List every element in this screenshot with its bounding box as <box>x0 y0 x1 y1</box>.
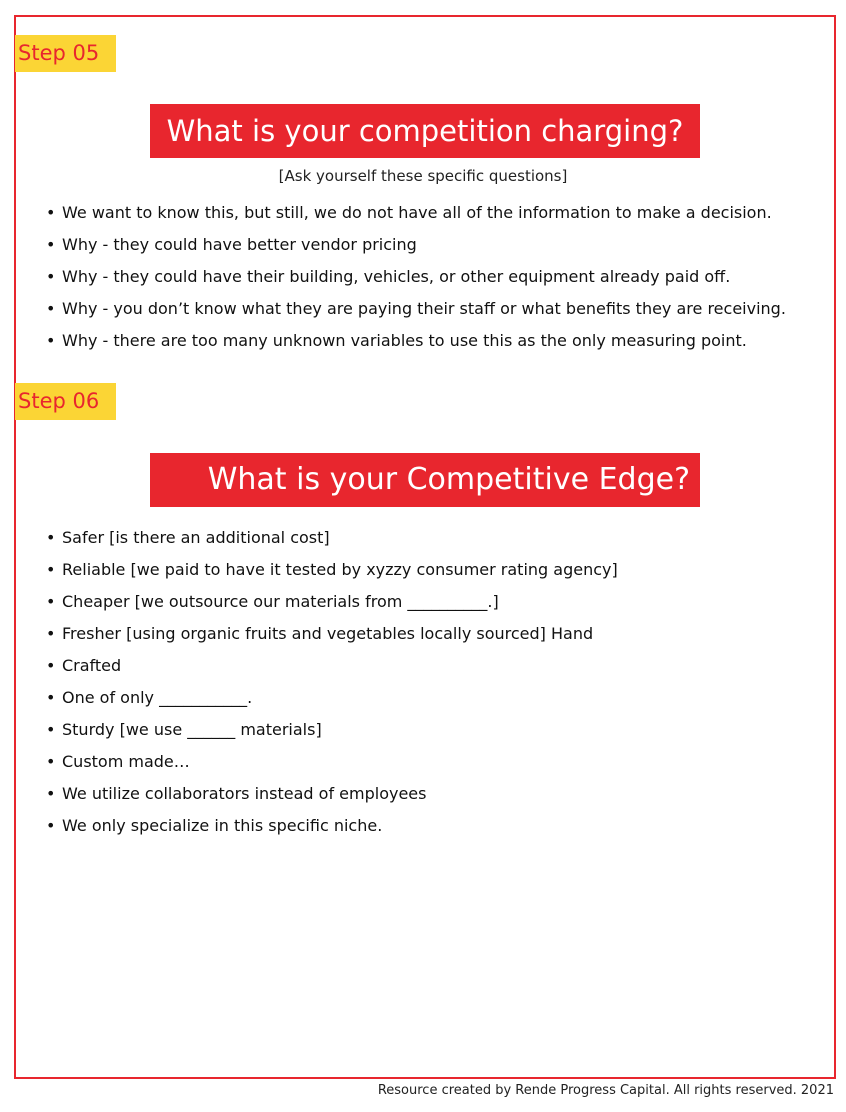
list-item: • Why - they could have better vendor pricing <box>45 234 786 255</box>
step-05-list <box>45 202 786 362</box>
step-05-tag: Step 05 <box>15 35 116 72</box>
list-item: • Fresher [using organic fruits and vegetables locally sourced] Hand <box>45 623 618 644</box>
footer-credit: Resource created by Rende Progress Capital. All rights reserved. 2021 <box>377 1083 834 1098</box>
list-item: • Sturdy [we use ______ materials] <box>45 719 618 740</box>
list-item: • Safer [is there an additional cost] <box>45 527 618 548</box>
list-item: • One of only ___________. <box>45 687 618 708</box>
step-05-subtitle: [Ask yourself these specific questions] <box>278 167 568 185</box>
list-item: • Custom made… <box>45 751 618 772</box>
list-item: • Cheaper [we outsource our materials from __________.] <box>45 591 618 612</box>
list-item: • We utilize collaborators instead of employees <box>45 783 618 804</box>
step-06-tag: Step 06 <box>15 383 116 420</box>
list-item: • Why - they could have their building, vehicles, or other equipment already paid off. <box>45 266 786 287</box>
list-item: • Crafted <box>45 655 618 676</box>
step-05-heading: What is your competition charging? <box>150 104 700 158</box>
list-item: • Why - you don’t know what they are paying their staff or what benefits they are receiving. <box>45 298 786 319</box>
step-06-heading: What is your Competitive Edge? <box>150 453 700 507</box>
step-06-list <box>45 527 618 847</box>
list-item: • Why - there are too many unknown variables to use this as the only measuring point. <box>45 330 786 351</box>
list-item: • Reliable [we paid to have it tested by xyzzy consumer rating agency] <box>45 559 618 580</box>
list-item: • We want to know this, but still, we do not have all of the information to make a decision. <box>45 202 786 223</box>
list-item: • We only specialize in this specific niche. <box>45 815 618 836</box>
